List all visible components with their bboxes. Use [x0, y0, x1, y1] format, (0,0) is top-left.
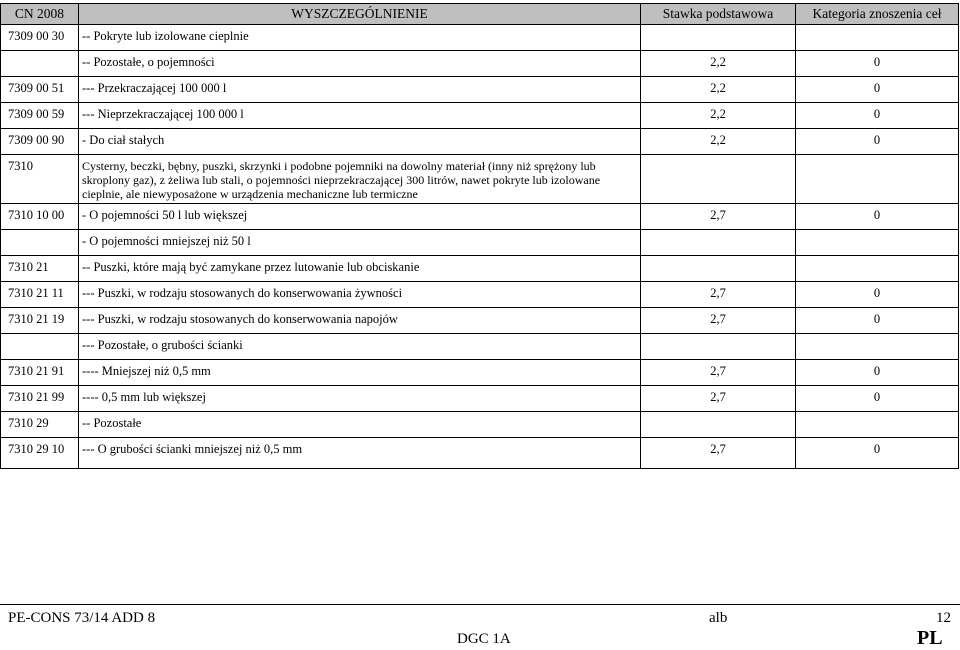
description-cell: --- Pozostałe, o grubości ścianki [79, 334, 641, 360]
base-rate-cell [641, 25, 796, 51]
base-rate-cell: 2,2 [641, 77, 796, 103]
staging-category-cell: 0 [796, 103, 959, 129]
footer-divider [0, 604, 960, 605]
description-cell: --- Przekraczającej 100 000 l [79, 77, 641, 103]
cn-code-cell [1, 230, 79, 256]
description-cell: - Do ciał stałych [79, 129, 641, 155]
description-cell: Cysterny, beczki, bębny, puszki, skrzynki i podobne pojemniki na dowolny materiał (inny niż sprężony lub skroplony gaz), z żeliwa lub stali, o pojemności nieprzekraczającej 300 litrów, nawet pokryte lub izolowane cieplnie, ale niewyposażone w urządzenia mechaniczne lub termiczne [79, 155, 641, 204]
staging-category-cell: 0 [796, 386, 959, 412]
staging-category-cell: 0 [796, 77, 959, 103]
description-cell: ---- Mniejszej niż 0,5 mm [79, 360, 641, 386]
staging-category-cell: 0 [796, 282, 959, 308]
table-row [1, 334, 959, 360]
description-cell: --- Puszki, w rodzaju stosowanych do konserwowania żywności [79, 282, 641, 308]
base-rate-cell [641, 412, 796, 438]
cn-code-cell: 7310 21 99 [1, 386, 79, 412]
footer-directorate: DGC 1A [457, 631, 511, 647]
table-row [1, 282, 959, 308]
table-row [1, 360, 959, 386]
cn-code-cell: 7310 21 91 [1, 360, 79, 386]
cn-code-cell: 7309 00 59 [1, 103, 79, 129]
staging-category-cell: 0 [796, 129, 959, 155]
description-cell: -- Pozostałe [79, 412, 641, 438]
cn-code-cell: 7310 29 [1, 412, 79, 438]
staging-category-cell [796, 412, 959, 438]
staging-category-cell: 0 [796, 204, 959, 230]
staging-category-cell [796, 334, 959, 360]
description-cell: -- Pokryte lub izolowane cieplnie [79, 25, 641, 51]
cn-code-cell: 7310 21 [1, 256, 79, 282]
base-rate-cell: 2,2 [641, 129, 796, 155]
description-cell: ---- 0,5 mm lub większej [79, 386, 641, 412]
header-base-rate: Stawka podstawowa [641, 4, 796, 25]
table-header-row [1, 4, 959, 25]
cn-code-cell: 7309 00 30 [1, 25, 79, 51]
table-row [1, 204, 959, 230]
description-cell: --- O grubości ścianki mniejszej niż 0,5 mm [79, 438, 641, 469]
cn-code-cell: 7309 00 90 [1, 129, 79, 155]
staging-category-cell: 0 [796, 438, 959, 469]
cn-code-cell: 7310 29 10 [1, 438, 79, 469]
table-row [1, 386, 959, 412]
cn-code-cell: 7310 21 11 [1, 282, 79, 308]
cn-code-cell: 7310 [1, 155, 79, 204]
table-row [1, 230, 959, 256]
base-rate-cell: 2,7 [641, 308, 796, 334]
table-row [1, 438, 959, 469]
table-row [1, 129, 959, 155]
cn-code-cell: 7310 10 00 [1, 204, 79, 230]
cn-code-cell [1, 334, 79, 360]
tariff-body [1, 25, 959, 469]
base-rate-cell [641, 155, 796, 204]
footer-document-reference: PE-CONS 73/14 ADD 8 [8, 610, 156, 626]
footer-page-number: 12 [936, 610, 951, 626]
base-rate-cell: 2,7 [641, 282, 796, 308]
base-rate-cell [641, 334, 796, 360]
table-row [1, 25, 959, 51]
base-rate-cell: 2,7 [641, 204, 796, 230]
description-cell: - O pojemności 50 l lub większej [79, 204, 641, 230]
table-row [1, 51, 959, 77]
staging-category-cell: 0 [796, 308, 959, 334]
staging-category-cell: 0 [796, 360, 959, 386]
description-cell: --- Nieprzekraczającej 100 000 l [79, 103, 641, 129]
base-rate-cell [641, 230, 796, 256]
staging-category-cell [796, 155, 959, 204]
description-cell: -- Puszki, które mają być zamykane przez lutowanie lub obciskanie [79, 256, 641, 282]
staging-category-cell [796, 230, 959, 256]
staging-category-cell [796, 256, 959, 282]
base-rate-cell: 2,2 [641, 103, 796, 129]
tariff-table [0, 3, 959, 469]
description-cell: - O pojemności mniejszej niż 50 l [79, 230, 641, 256]
description-cell: -- Pozostałe, o pojemności [79, 51, 641, 77]
table-row [1, 256, 959, 282]
header-staging-category: Kategoria znoszenia ceł [796, 4, 959, 25]
base-rate-cell: 2,2 [641, 51, 796, 77]
description-cell: --- Puszki, w rodzaju stosowanych do konserwowania napojów [79, 308, 641, 334]
cn-code-cell: 7309 00 51 [1, 77, 79, 103]
footer-initials: alb [709, 610, 728, 626]
cn-code-cell [1, 51, 79, 77]
table-row [1, 412, 959, 438]
staging-category-cell [796, 25, 959, 51]
base-rate-cell: 2,7 [641, 386, 796, 412]
footer-language: PL [917, 627, 943, 649]
staging-category-cell: 0 [796, 51, 959, 77]
base-rate-cell [641, 256, 796, 282]
table-row [1, 155, 959, 204]
header-description: WYSZCZEGÓLNIENIE [79, 4, 641, 25]
header-cn-code: CN 2008 [1, 4, 79, 25]
table-row [1, 103, 959, 129]
table-row [1, 77, 959, 103]
cn-code-cell: 7310 21 19 [1, 308, 79, 334]
base-rate-cell: 2,7 [641, 438, 796, 469]
base-rate-cell: 2,7 [641, 360, 796, 386]
table-row [1, 308, 959, 334]
